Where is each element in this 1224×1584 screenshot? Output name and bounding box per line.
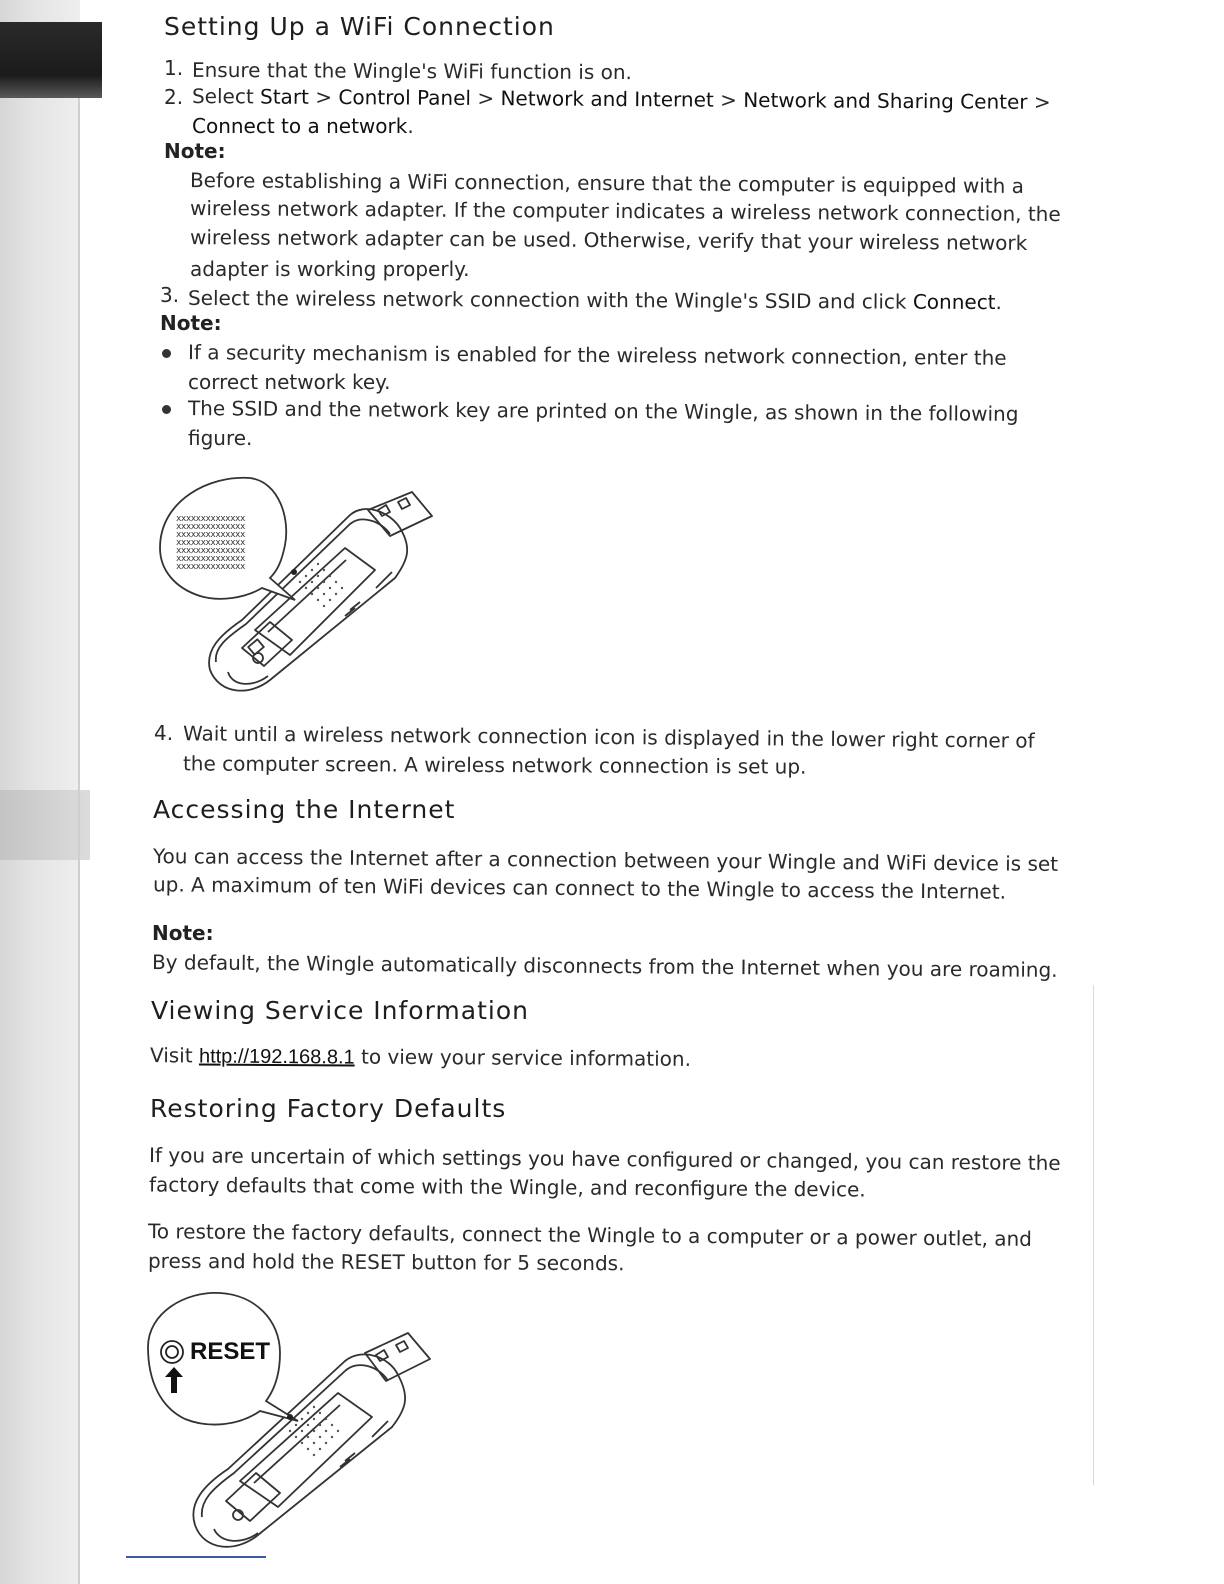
wingle-reset-figure — [140, 1285, 440, 1560]
factory-paragraph-1-line: factory defaults that come with the Wingle, and reconfigure the device. — [148, 1172, 866, 1202]
wingle-ssid-figure — [150, 470, 450, 705]
scan-gray-patch — [0, 790, 90, 860]
wifi-section-heading: Setting Up a WiFi Connection — [164, 12, 555, 41]
internet-paragraph-line: up. A maximum of ten WiFi devices can connect to the Wingle to access the Internet. — [152, 872, 1007, 904]
internet-paragraph-line: You can access the Internet after a connection between your Wingle and WiFi device is set — [152, 844, 1059, 876]
period: . — [407, 114, 414, 138]
factory-section-heading: Restoring Factory Defaults — [150, 1094, 507, 1123]
bullet-1-line: correct network key. — [188, 370, 391, 394]
menu-network-and-sharing-center: Network and Sharing Center — [743, 87, 1028, 114]
bullet-marker — [162, 349, 171, 358]
step-2-prefix: Select — [191, 84, 261, 109]
scan-dark-patch — [0, 22, 102, 98]
step-4-line: Wait until a wireless network connection icon is displayed in the lower right corner of — [182, 721, 1035, 753]
service-paragraph — [150, 1042, 691, 1073]
ssid-placeholder-row: xxxxxxxxxxxxxx — [176, 562, 245, 572]
ssid-placeholder-row: xxxxxxxxxxxxxx — [176, 522, 245, 532]
step-2-number: 2. — [164, 85, 184, 109]
period: . — [995, 290, 1002, 315]
ssid-placeholder-row: xxxxxxxxxxxxxx — [176, 554, 245, 564]
note-1-line: adapter is working properly. — [190, 257, 470, 281]
step-3-text — [188, 285, 1002, 315]
footer-rule — [126, 1556, 266, 1558]
menu-start: Start — [259, 84, 310, 109]
note-1-line: Before establishing a WiFi connection, ensure that the computer is equipped with a — [189, 168, 1025, 198]
step-4-number: 4. — [154, 721, 174, 745]
menu-control-panel: Control Panel — [338, 85, 472, 110]
step-1-text: Ensure that the Wingle's WiFi function is on. — [191, 57, 632, 85]
scan-right-line — [1093, 985, 1094, 1485]
service-prefix: Visit — [149, 1043, 200, 1068]
note-1-line: wireless network adapter. If the computer indicates a wireless network connection, the — [189, 195, 1061, 227]
bullet-marker — [162, 405, 171, 414]
ssid-placeholder-row: xxxxxxxxxxxxxx — [176, 546, 245, 556]
service-url-link[interactable]: http://192.168.8.1 — [198, 1045, 355, 1069]
bullet-1-line: If a security mechanism is enabled for the wireless network connection, enter the — [187, 340, 1007, 370]
separator: > — [1027, 89, 1051, 114]
factory-paragraph-2-line: press and hold the RESET button for 5 seconds. — [147, 1248, 625, 1276]
note-3-text: By default, the Wingle automatically disconnects from the Internet when you are roaming. — [151, 950, 1058, 982]
ssid-placeholder-row: xxxxxxxxxxxxxx — [176, 530, 245, 540]
factory-paragraph-1-line: If you are uncertain of which settings you have configured or changed, you can restore the — [148, 1143, 1061, 1175]
note-1-line: wireless network adapter can be used. Otherwise, verify that your wireless network — [189, 225, 1028, 255]
separator: > — [308, 84, 339, 110]
step-3-body: Select the wireless network connection with the Wingle's SSID and click — [187, 285, 913, 314]
separator: > — [470, 85, 501, 111]
menu-network-and-internet: Network and Internet — [500, 86, 714, 112]
service-suffix: to view your service information. — [354, 1044, 692, 1071]
bullet-2-line: The SSID and the network key are printed on the Wingle, as shown in the following — [187, 396, 1019, 426]
service-section-heading: Viewing Service Information — [151, 996, 529, 1025]
step-2-line-2 — [192, 113, 414, 139]
step-3-number: 3. — [160, 283, 180, 307]
step-4-line: the computer screen. A wireless network connection is set up. — [182, 751, 807, 779]
ssid-placeholder-row: xxxxxxxxxxxxxx — [176, 538, 245, 548]
menu-connect-to-network: Connect to a network — [192, 114, 408, 138]
internet-section-heading: Accessing the Internet — [153, 795, 456, 824]
factory-paragraph-2-line: To restore the factory defaults, connect the Wingle to a computer or a power outlet, and — [147, 1219, 1033, 1251]
note-3-label: Note: — [152, 921, 214, 945]
connect-term: Connect — [912, 289, 996, 315]
scan-edge-line — [78, 98, 80, 1584]
separator: > — [713, 87, 744, 112]
note-2-label: Note: — [160, 311, 222, 335]
note-1-label: Note: — [164, 139, 226, 163]
bullet-2-line: figure. — [188, 426, 253, 450]
ssid-placeholder-row: xxxxxxxxxxxxxx — [176, 514, 245, 524]
step-1-number: 1. — [164, 56, 184, 80]
reset-button-label: RESET — [190, 1338, 271, 1365]
step-2-line-1 — [192, 83, 1051, 115]
